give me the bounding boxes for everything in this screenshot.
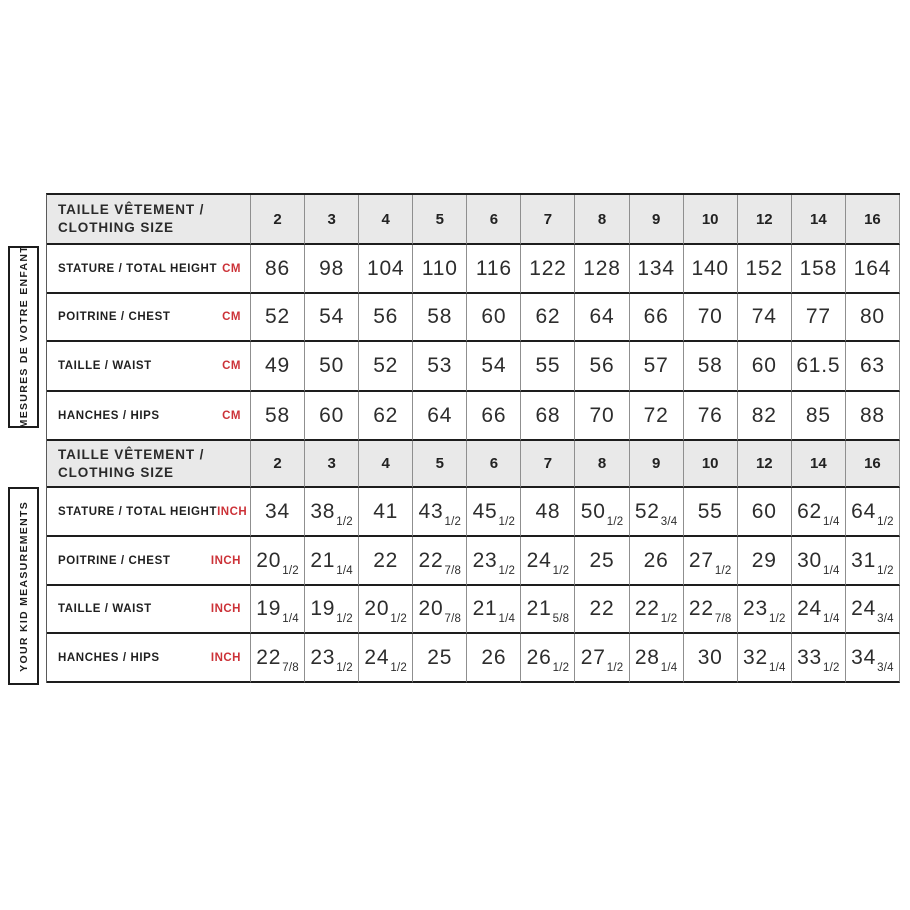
- measurement-row-label: POITRINE / CHEST: [58, 311, 171, 323]
- measurement-value: 23: [310, 645, 336, 669]
- measurement-value: 26: [526, 645, 552, 669]
- measurement-fraction: 1/4: [823, 612, 840, 625]
- measurement-value-cell: 134: [630, 245, 684, 294]
- size-column-header: 4: [359, 441, 413, 488]
- size-column-header: 5: [413, 441, 467, 488]
- measurement-value: 43: [418, 499, 444, 523]
- measurement-fraction: 1/2: [823, 661, 840, 674]
- measurement-value: 22: [418, 548, 444, 572]
- size-column-header: 6: [467, 441, 521, 488]
- measurement-value-cell: [575, 488, 629, 537]
- measurement-value-cell: [359, 586, 413, 634]
- measurement-value: 23: [472, 548, 498, 572]
- measurement-fraction: 3/4: [877, 661, 894, 674]
- measurement-value-cell: [521, 537, 575, 586]
- measurement-value-cell: 62: [359, 392, 413, 441]
- measurement-value: 29: [751, 548, 777, 572]
- measurement-row-label-cell: [47, 488, 251, 537]
- measurement-value-cell: 116: [467, 245, 521, 294]
- measurement-fraction: 7/8: [444, 564, 462, 577]
- measurement-value-cell: 58: [251, 392, 305, 441]
- measurement-value-cell: [305, 537, 359, 586]
- measurement-value: 19: [256, 597, 282, 620]
- measurement-value: 24: [797, 597, 823, 620]
- size-column-header: 2: [251, 195, 305, 245]
- measurement-fraction: 7/8: [282, 661, 299, 674]
- size-column-header: 4: [359, 195, 413, 245]
- measurement-value: 20: [364, 597, 390, 620]
- unit-label: INCH: [210, 554, 241, 567]
- measurement-value-cell: 70: [575, 392, 629, 441]
- clothing-size-header: [47, 195, 251, 245]
- clothing-size-header-line1: TAILLE VÊTEMENT /: [58, 446, 205, 462]
- measurement-value: 34: [265, 499, 291, 523]
- measurement-value: 25: [589, 548, 615, 572]
- size-column-header: 14: [792, 195, 846, 245]
- measurement-row-label: TAILLE / WAIST: [58, 603, 152, 615]
- size-column-header: 10: [684, 195, 738, 245]
- measurement-value-cell: 52: [251, 294, 305, 342]
- measurement-value-cell: 58: [684, 342, 738, 392]
- clothing-size-header-line2: CLOTHING SIZE: [58, 220, 174, 235]
- measurement-value-cell: [413, 537, 467, 586]
- measurement-fraction: 1/4: [823, 564, 840, 577]
- measurement-value-cell: [251, 537, 305, 586]
- measurement-fraction: 1/2: [714, 564, 732, 577]
- measurement-value-cell: 68: [521, 392, 575, 441]
- size-column-header: 16: [846, 195, 900, 245]
- measurement-fraction: 1/4: [768, 661, 786, 674]
- measurement-value: 32: [743, 645, 768, 669]
- measurement-value-cell: 60: [305, 392, 359, 441]
- measurement-fraction: 1/4: [336, 564, 353, 577]
- measurement-value-cell: 58: [413, 294, 467, 342]
- size-column-header: 5: [413, 195, 467, 245]
- measurement-value-cell: 76: [684, 392, 738, 441]
- measurement-fraction: 1/2: [498, 515, 516, 528]
- measurement-fraction: 1/4: [282, 612, 299, 625]
- measurement-value: 22: [589, 597, 615, 620]
- measurement-value: 20: [418, 597, 444, 620]
- measurement-value-cell: [359, 634, 413, 683]
- measurement-value: 26: [643, 548, 669, 572]
- measurement-value: 31: [851, 548, 877, 572]
- measurement-value: 22: [256, 645, 282, 669]
- measurement-value-cell: 54: [305, 294, 359, 342]
- measurement-value: 21: [526, 597, 552, 620]
- size-column-header: 9: [630, 441, 684, 488]
- measurement-fraction: 7/8: [444, 612, 462, 625]
- clothing-size-header-line1: TAILLE VÊTEMENT /: [58, 202, 205, 218]
- measurement-value-cell: [630, 634, 684, 683]
- measurement-value-cell: 110: [413, 245, 467, 294]
- unit-label: CM: [222, 262, 241, 275]
- measurement-value-cell: 50: [305, 342, 359, 392]
- measurement-value: 22: [373, 548, 399, 572]
- measurement-value-cell: [575, 634, 629, 683]
- measurement-value-cell: 56: [575, 342, 629, 392]
- measurement-row-label: POITRINE / CHEST: [58, 554, 171, 567]
- measurement-value-cell: 77: [792, 294, 846, 342]
- size-column-header: 14: [792, 441, 846, 488]
- measurement-value-cell: [684, 586, 738, 634]
- measurement-value-cell: [575, 586, 629, 634]
- unit-label: CM: [222, 360, 241, 372]
- size-column-header: 3: [305, 441, 359, 488]
- measurement-value-cell: [792, 634, 846, 683]
- measurement-fraction: 1/2: [336, 612, 353, 625]
- measurement-value-cell: [846, 586, 900, 634]
- measurement-row-label-cell: [47, 342, 251, 392]
- measurement-value: 28: [634, 645, 660, 669]
- measurement-value-cell: 64: [413, 392, 467, 441]
- measurement-value-cell: [413, 488, 467, 537]
- measurement-fraction: 1/2: [877, 515, 894, 528]
- measurement-value-cell: 104: [359, 245, 413, 294]
- unit-label: CM: [222, 311, 241, 323]
- measurement-value: 24: [364, 645, 390, 669]
- measurement-fraction: 1/4: [660, 661, 678, 674]
- measurement-fraction: 1/2: [552, 564, 570, 577]
- measurement-value-cell: 61.5: [792, 342, 846, 392]
- measurement-value-cell: 63: [846, 342, 900, 392]
- measurement-value-cell: 57: [630, 342, 684, 392]
- measurement-row-label-cell: [47, 537, 251, 586]
- measurement-value-cell: 52: [359, 342, 413, 392]
- size-column-header: 7: [521, 195, 575, 245]
- side-label-cm-box: [8, 246, 39, 428]
- measurement-row-label-cell: [47, 586, 251, 634]
- measurement-fraction: 1/2: [390, 661, 407, 674]
- measurement-value-cell: 158: [792, 245, 846, 294]
- measurement-value-cell: [305, 488, 359, 537]
- measurement-value-cell: 128: [575, 245, 629, 294]
- measurement-row-label: STATURE / TOTAL HEIGHT: [58, 262, 218, 275]
- measurement-fraction: 1/2: [768, 612, 786, 625]
- measurement-value-cell: [521, 634, 575, 683]
- measurement-row-label-cell: [47, 634, 251, 683]
- measurement-value-cell: [846, 488, 900, 537]
- measurement-fraction: 7/8: [714, 612, 732, 625]
- measurement-value: 22: [634, 597, 660, 620]
- measurement-value: 41: [373, 499, 399, 523]
- measurement-value-cell: 72: [630, 392, 684, 441]
- measurement-value-cell: [467, 586, 521, 634]
- measurement-value-cell: [251, 586, 305, 634]
- measurement-value-cell: 164: [846, 245, 900, 294]
- unit-label: INCH: [210, 603, 241, 615]
- measurement-value-cell: [792, 488, 846, 537]
- size-column-header: 6: [467, 195, 521, 245]
- unit-label: INCH: [217, 505, 248, 518]
- measurement-value: 38: [310, 499, 336, 523]
- side-label-inch-box: [8, 487, 39, 685]
- measurement-row-label-cell: [47, 245, 251, 294]
- measurement-fraction: 1/2: [660, 612, 678, 625]
- measurement-value: 50: [580, 499, 606, 523]
- measurement-value-cell: [738, 634, 792, 683]
- measurement-value-cell: 49: [251, 342, 305, 392]
- measurement-value-cell: [305, 586, 359, 634]
- measurement-value-cell: 88: [846, 392, 900, 441]
- measurement-value-cell: 74: [738, 294, 792, 342]
- measurement-value-cell: 85: [792, 392, 846, 441]
- measurement-value: 23: [743, 597, 768, 620]
- measurement-value: 22: [688, 597, 714, 620]
- measurement-fraction: 1/2: [390, 612, 407, 625]
- measurement-value-cell: [305, 634, 359, 683]
- measurement-value: 25: [427, 645, 453, 669]
- measurement-value-cell: 152: [738, 245, 792, 294]
- measurement-value-cell: 66: [467, 392, 521, 441]
- measurement-value-cell: [413, 634, 467, 683]
- measurement-row-label: HANCHES / HIPS: [58, 409, 160, 422]
- measurement-value: 60: [751, 499, 777, 523]
- measurement-value: 45: [472, 499, 498, 523]
- size-column-header: 9: [630, 195, 684, 245]
- measurement-value-cell: [359, 537, 413, 586]
- measurement-value-cell: 56: [359, 294, 413, 342]
- measurement-fraction: 1/4: [498, 612, 516, 625]
- measurement-value-cell: [413, 586, 467, 634]
- size-column-header: 12: [738, 441, 792, 488]
- measurement-row-label-cell: [47, 294, 251, 342]
- measurement-fraction: 1/2: [606, 515, 624, 528]
- size-column-header: 2: [251, 441, 305, 488]
- measurement-value: 55: [697, 499, 723, 523]
- measurement-value-cell: [467, 537, 521, 586]
- measurement-value-cell: 140: [684, 245, 738, 294]
- measurement-value-cell: [521, 488, 575, 537]
- measurement-value: 21: [472, 597, 498, 620]
- measurement-fraction: 1/2: [282, 564, 299, 577]
- measurement-row-label: STATURE / TOTAL HEIGHT: [58, 505, 218, 518]
- side-label-cm: MESURES DE VOTRE ENFANT: [17, 245, 30, 429]
- clothing-size-header: [47, 441, 251, 488]
- measurement-value-cell: 54: [467, 342, 521, 392]
- size-column-header: 12: [738, 195, 792, 245]
- size-chart-table: [46, 193, 900, 683]
- measurement-value: 20: [256, 548, 282, 572]
- measurement-value: 27: [688, 548, 714, 572]
- measurement-value-cell: [630, 537, 684, 586]
- measurement-value-cell: [467, 488, 521, 537]
- measurement-fraction: 1/2: [336, 661, 353, 674]
- measurement-value: 21: [310, 548, 336, 572]
- measurement-fraction: 3/4: [877, 612, 894, 625]
- measurement-value: 30: [797, 548, 823, 572]
- measurement-value-cell: 66: [630, 294, 684, 342]
- measurement-value-cell: [630, 586, 684, 634]
- measurement-value-cell: [684, 537, 738, 586]
- measurement-row-label: TAILLE / WAIST: [58, 360, 152, 372]
- measurement-fraction: 1/2: [444, 515, 462, 528]
- measurement-row-label-cell: [47, 392, 251, 441]
- measurement-value: 34: [851, 645, 877, 669]
- measurement-value-cell: 70: [684, 294, 738, 342]
- measurement-value-cell: [738, 488, 792, 537]
- measurement-value-cell: [521, 586, 575, 634]
- measurement-value: 19: [310, 597, 336, 620]
- measurement-value: 26: [481, 645, 507, 669]
- side-label-inch: YOUR KID MEASUREMENTS: [17, 500, 30, 672]
- measurement-row-label: HANCHES / HIPS: [58, 651, 160, 664]
- measurement-value-cell: 60: [738, 342, 792, 392]
- measurement-value-cell: 62: [521, 294, 575, 342]
- measurement-value-cell: [846, 634, 900, 683]
- measurement-value-cell: 122: [521, 245, 575, 294]
- measurement-fraction: 1/2: [498, 564, 516, 577]
- measurement-value: 24: [526, 548, 552, 572]
- measurement-value-cell: [251, 634, 305, 683]
- measurement-value: 27: [580, 645, 606, 669]
- measurement-value-cell: [738, 537, 792, 586]
- measurement-fraction: 1/2: [877, 564, 894, 577]
- measurement-value: 48: [535, 499, 561, 523]
- measurement-fraction: 5/8: [552, 612, 570, 625]
- size-column-header: 8: [575, 195, 629, 245]
- size-column-header: 7: [521, 441, 575, 488]
- measurement-fraction: 1/4: [823, 515, 840, 528]
- measurement-value-cell: 64: [575, 294, 629, 342]
- measurement-value-cell: [251, 488, 305, 537]
- measurement-fraction: 1/2: [552, 661, 570, 674]
- size-column-header: 16: [846, 441, 900, 488]
- size-column-header: 10: [684, 441, 738, 488]
- measurement-value: 33: [797, 645, 823, 669]
- measurement-value: 64: [851, 499, 877, 523]
- measurement-value: 30: [697, 645, 723, 669]
- measurement-value: 24: [851, 597, 877, 620]
- measurement-value-cell: [684, 634, 738, 683]
- measurement-value-cell: 98: [305, 245, 359, 294]
- measurement-value-cell: [684, 488, 738, 537]
- measurement-value-cell: 80: [846, 294, 900, 342]
- unit-label: CM: [222, 409, 241, 422]
- measurement-value-cell: 55: [521, 342, 575, 392]
- measurement-value-cell: [630, 488, 684, 537]
- size-column-header: 8: [575, 441, 629, 488]
- measurement-fraction: 1/2: [606, 661, 624, 674]
- clothing-size-header-line2: CLOTHING SIZE: [58, 464, 174, 480]
- measurement-fraction: 1/2: [336, 515, 353, 528]
- measurement-value: 62: [797, 499, 823, 523]
- measurement-value-cell: [792, 586, 846, 634]
- measurement-value-cell: [575, 537, 629, 586]
- measurement-value-cell: [792, 537, 846, 586]
- measurement-fraction: 3/4: [660, 515, 678, 528]
- measurement-value-cell: 53: [413, 342, 467, 392]
- unit-label: INCH: [210, 651, 241, 664]
- measurement-value-cell: 60: [467, 294, 521, 342]
- measurement-value-cell: [738, 586, 792, 634]
- measurement-value-cell: [467, 634, 521, 683]
- size-column-header: 3: [305, 195, 359, 245]
- measurement-value-cell: [846, 537, 900, 586]
- measurement-value-cell: 82: [738, 392, 792, 441]
- measurement-value-cell: [359, 488, 413, 537]
- measurement-value-cell: 86: [251, 245, 305, 294]
- measurement-value: 52: [634, 499, 660, 523]
